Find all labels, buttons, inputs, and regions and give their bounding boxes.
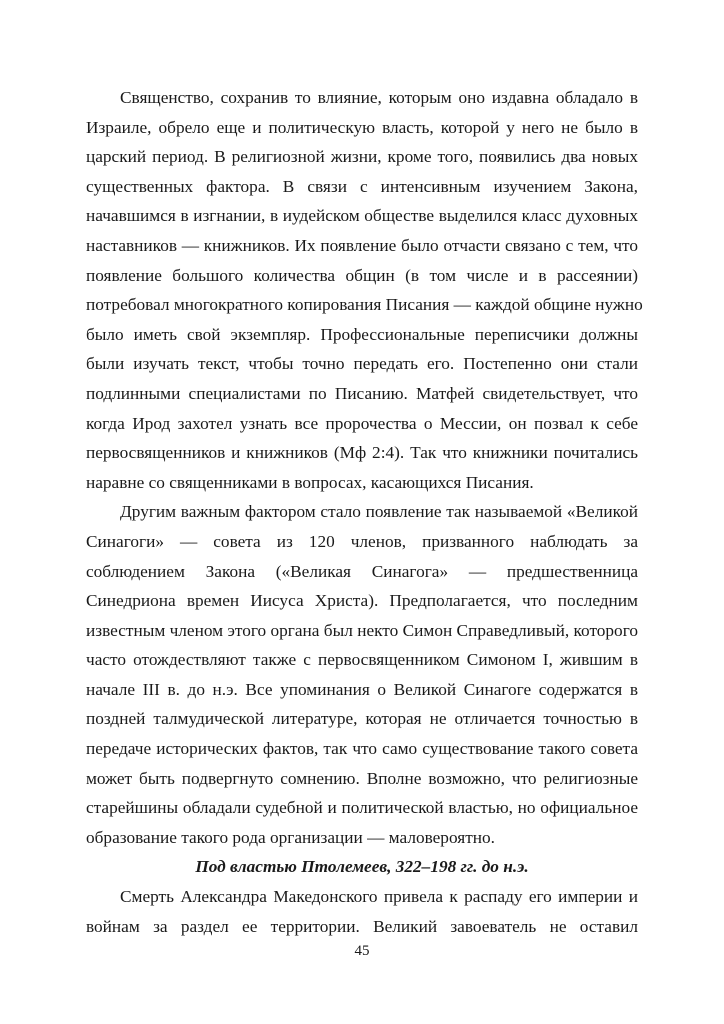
text-line: Синедриона времен Иисуса Христа). Предполагается, что последним: [86, 591, 638, 611]
document-page: [86, 83, 643, 941]
text-line: поздней талмудической литературе, которая не отличается точностью в: [86, 709, 638, 729]
text-line: часто отождествляют также с первосвященником Симоном I, жившим в: [86, 650, 638, 670]
text-line: были изучать текст, чтобы точно передать его. Постепенно они стали: [86, 354, 638, 374]
text-line: соблюдением Закона («Великая Синагога» — предшественница: [86, 561, 638, 581]
text-line: Израиле, обрело еще и политическую власть, которой у него не было в: [86, 117, 638, 137]
text-line: образование такого рода организации — маловероятно.: [86, 827, 495, 847]
text-line: потребовал многократного копирования Писания — каждой общине нужно: [86, 295, 643, 315]
text-line: когда Ирод захотел узнать все пророчества о Мессии, он позвал к себе: [86, 413, 638, 433]
page-number: 45: [354, 943, 370, 959]
text-line: может быть подвергнуто сомнению. Вполне возможно, что религиозные: [86, 768, 638, 788]
section-heading: Под властью Птолемеев, 322–198 гг. до н.э.: [195, 857, 529, 877]
text-line: Смерть Александра Македонского привела к распаду его империи и: [120, 887, 638, 907]
text-line: войнам за раздел ее территории. Великий завоеватель не оставил: [86, 916, 638, 936]
text-line: известным членом этого органа был некто Симон Справедливый, которого: [86, 620, 638, 640]
paragraph-3: [86, 882, 638, 941]
text-line: наравне со священниками в вопросах, касающихся Писания.: [86, 472, 534, 492]
text-line: начавшимся в изгнании, в иудейском обществе выделился класс духовных: [86, 206, 638, 226]
text-line: первосвященников и книжников (Мф 2:4). Так что книжники почитались: [86, 443, 638, 463]
text-line: передаче исторических фактов, так что само существование такого совета: [86, 739, 638, 759]
text-line: Синагоги» — совета из 120 членов, призванного наблюдать за: [86, 531, 638, 551]
paragraph-2: [86, 497, 638, 852]
text-line: появление большого количества общин (в том числе и в рассеянии): [86, 265, 638, 285]
text-line: начале III в. до н.э. Все упоминания о Великой Синагоге содержатся в: [86, 679, 638, 699]
text-line: Другим важным фактором стало появление так называемой «Великой: [120, 502, 638, 522]
paragraph-1: [86, 83, 643, 497]
text-line: было иметь свой экземпляр. Профессиональные переписчики должны: [86, 324, 638, 344]
text-line: царский период. В религиозной жизни, кроме того, появились два новых: [86, 147, 638, 167]
text-line: существенных фактора. В связи с интенсивным изучением Закона,: [86, 176, 638, 196]
text-line: наставников — книжников. Их появление было отчасти связано с тем, что: [86, 235, 638, 255]
text-line: Священство, сохранив то влияние, которым оно издавна обладало в: [120, 88, 638, 107]
text-line: подлинными специалистами по Писанию. Матфей свидетельствует, что: [86, 383, 638, 403]
text-line: старейшины обладали судебной и политической властью, но официальное: [86, 798, 638, 818]
